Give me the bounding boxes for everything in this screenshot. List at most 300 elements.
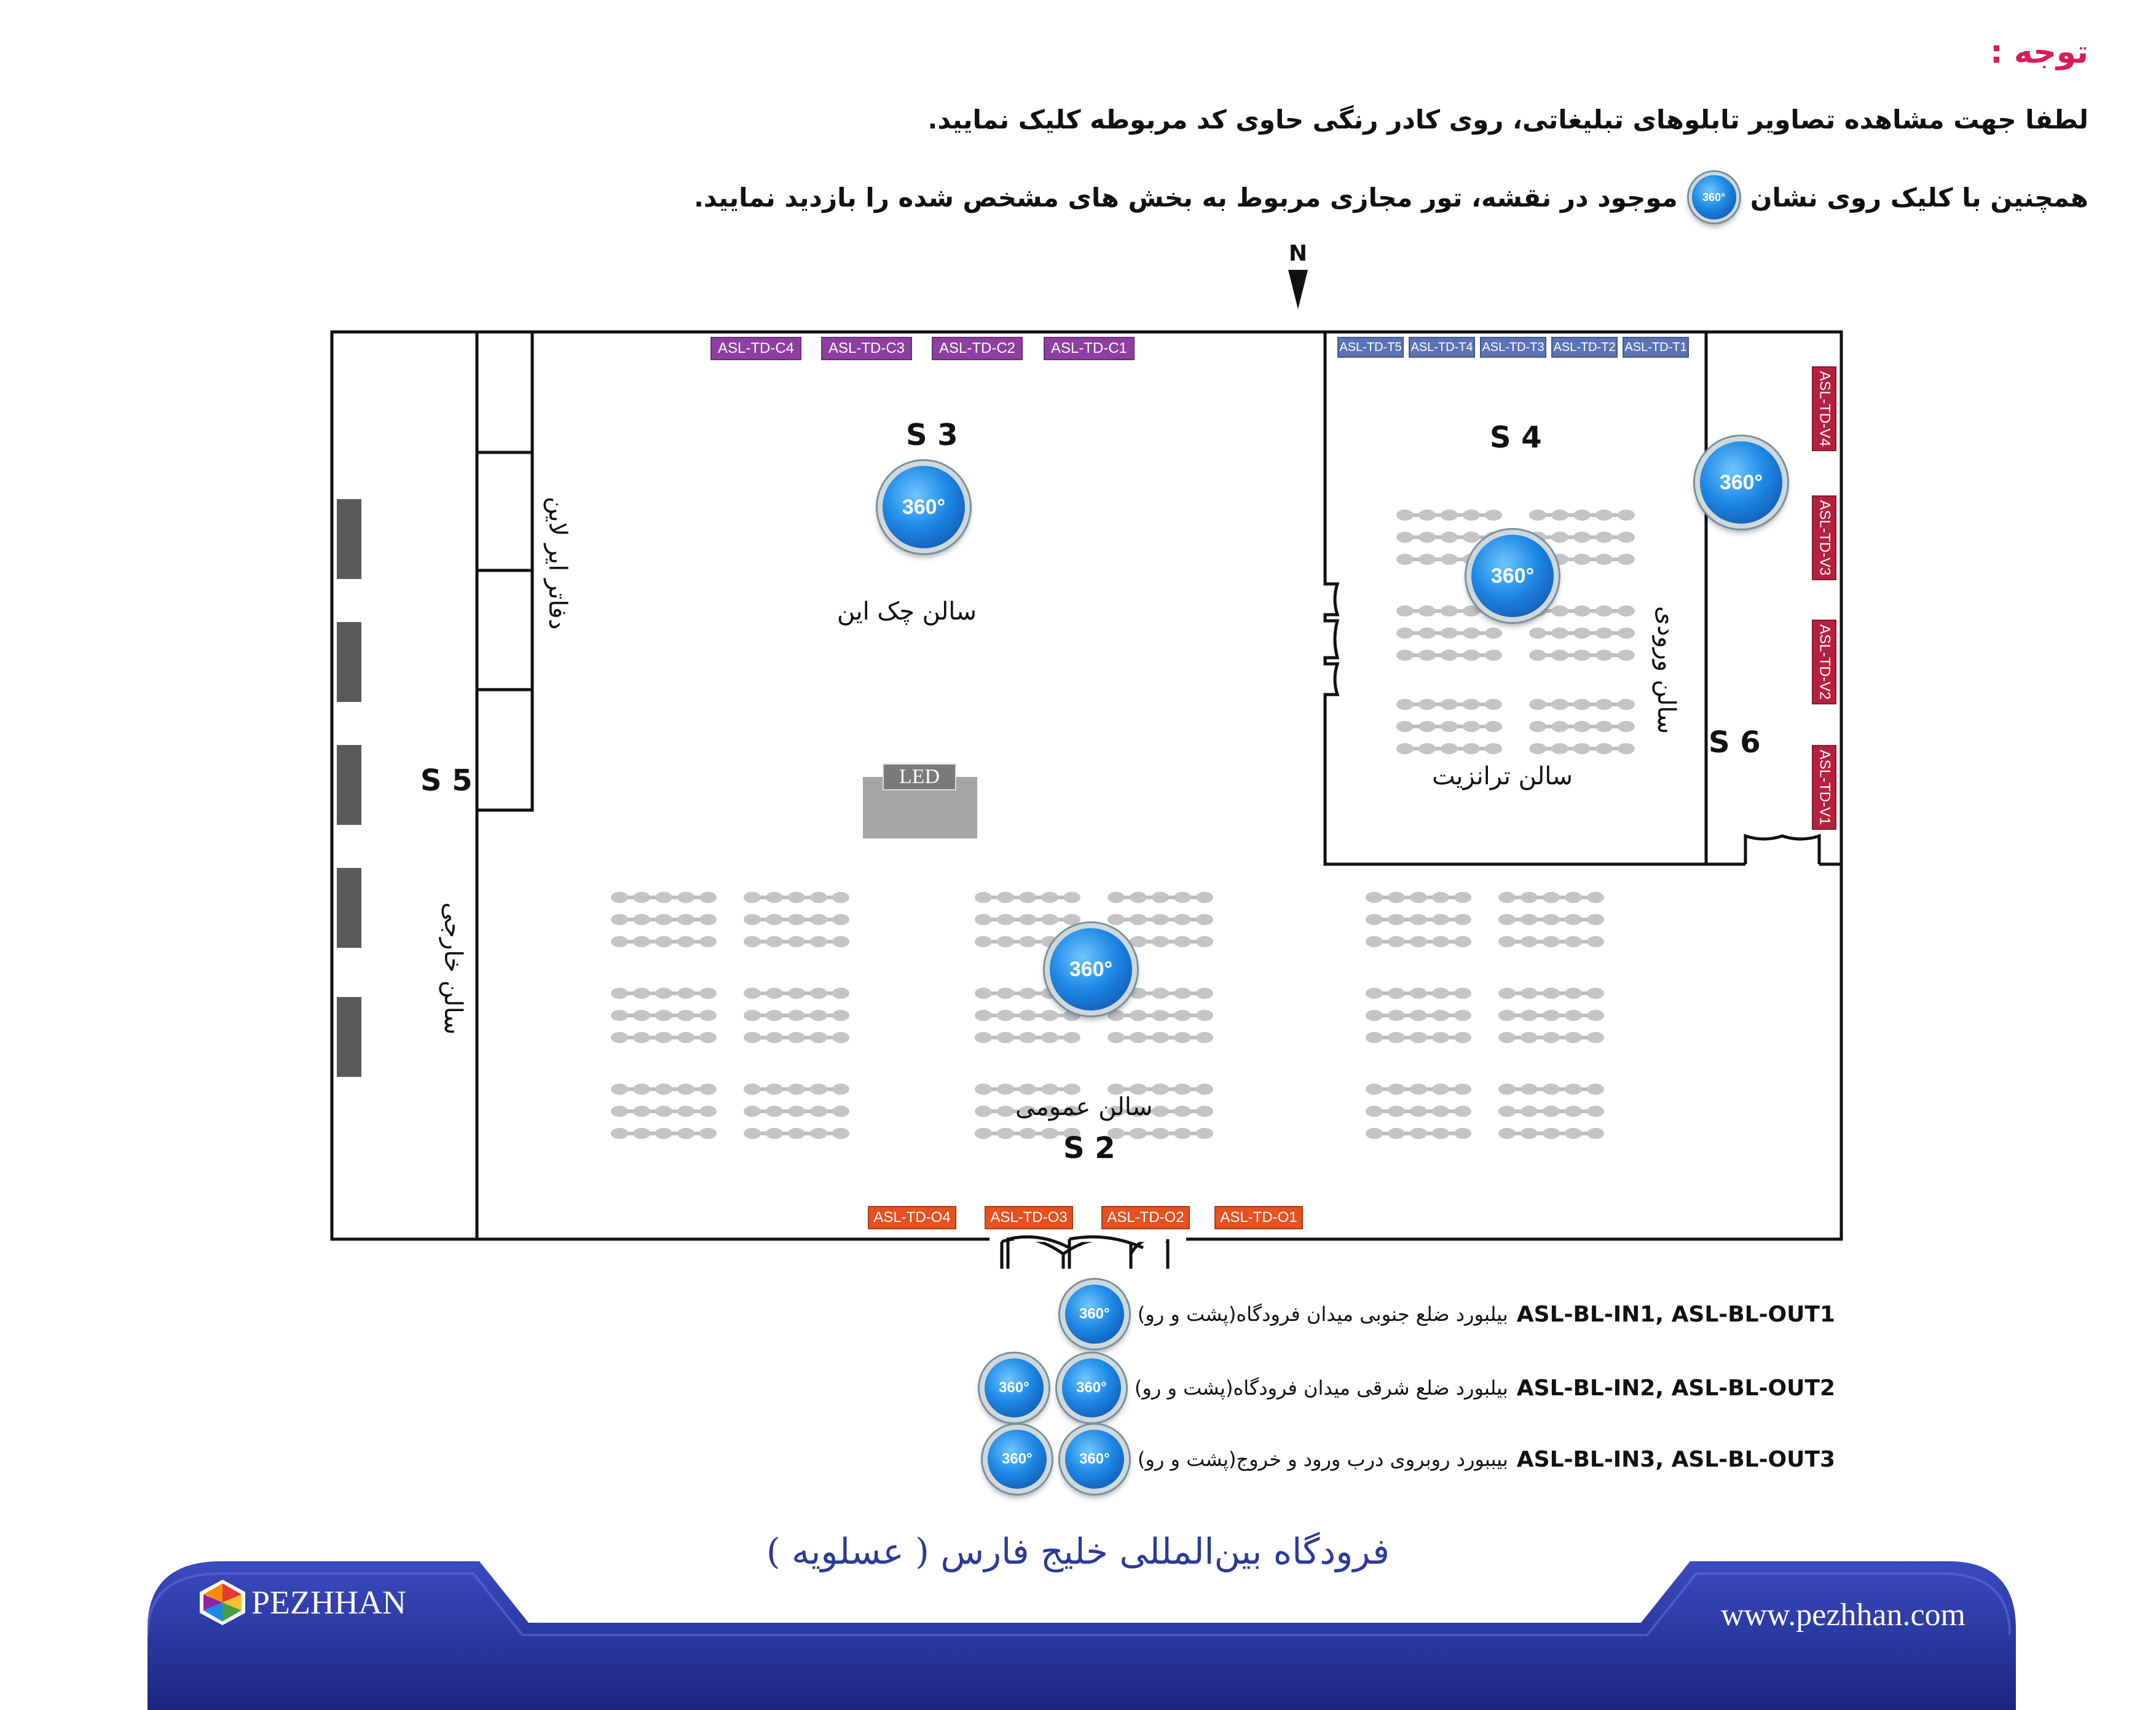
seat <box>1410 1106 1427 1117</box>
section-s4: S 4 <box>1490 420 1542 455</box>
seat <box>1573 554 1591 565</box>
360-icon-text: 360° <box>1079 1451 1110 1467</box>
seat <box>1463 743 1480 754</box>
tag-v3[interactable] <box>1812 495 1836 580</box>
seat <box>810 1128 827 1139</box>
seat <box>1587 1032 1604 1043</box>
seat <box>1587 988 1604 999</box>
seat <box>1587 892 1604 903</box>
section-s3: S 3 <box>906 418 958 452</box>
360-tour-billboard-3-out[interactable] <box>983 1425 1052 1494</box>
seat <box>611 892 628 903</box>
seat <box>655 1032 672 1043</box>
tag-t3[interactable]: ASL-TD-T3 <box>1480 337 1546 358</box>
seat <box>1454 1032 1471 1043</box>
360-icon-text: 360° <box>1490 564 1535 588</box>
seat <box>1410 892 1427 903</box>
billboard-code: ASL-BL-IN1, ASL-BL-OUT1 <box>1516 1301 1835 1327</box>
seat <box>677 1010 694 1021</box>
seat <box>677 1084 694 1095</box>
brand-name: PEZHHAN <box>251 1584 406 1621</box>
seat <box>1454 1010 1471 1021</box>
seat <box>997 914 1014 925</box>
seat <box>1551 699 1568 710</box>
seat <box>1573 628 1591 639</box>
tag-o4[interactable]: ASL-TD-O4 <box>868 1206 956 1229</box>
entrance-gate-symbol <box>1745 836 1819 864</box>
seat <box>1587 1106 1604 1117</box>
seat <box>832 1106 849 1117</box>
seat <box>1388 988 1405 999</box>
seat <box>1454 1084 1471 1095</box>
billboard-code: ASL-BL-IN2, ASL-BL-OUT2 <box>1516 1375 1835 1401</box>
seat <box>1454 988 1471 999</box>
seat <box>1485 510 1502 521</box>
seat <box>1396 650 1414 661</box>
seat <box>1410 1084 1427 1095</box>
360-icon-text: 360° <box>1702 191 1726 203</box>
outer-desk <box>337 997 361 1077</box>
seat <box>1432 914 1449 925</box>
seat <box>1565 1128 1582 1139</box>
seat <box>832 1128 849 1139</box>
tag-o1[interactable]: ASL-TD-O1 <box>1214 1206 1303 1229</box>
seat <box>1521 914 1538 925</box>
seat <box>1551 628 1568 639</box>
outer-desk <box>337 868 361 948</box>
seat <box>1498 1010 1516 1021</box>
tag-c3[interactable]: ASL-TD-C3 <box>821 337 912 360</box>
360-icon-text: 360° <box>1079 1306 1110 1322</box>
seat <box>1521 892 1538 903</box>
seat <box>997 1128 1014 1139</box>
seat <box>1174 988 1191 999</box>
seat <box>766 1128 783 1139</box>
notice-title: توجه : <box>1989 34 2088 71</box>
seat <box>975 914 992 925</box>
seat <box>1529 510 1546 521</box>
seat <box>1618 532 1635 543</box>
seat <box>633 1128 650 1139</box>
seat <box>1573 532 1591 543</box>
seat <box>1388 1084 1405 1095</box>
seat <box>1441 605 1458 617</box>
seat <box>766 1032 783 1043</box>
seat <box>1498 1032 1516 1043</box>
notice-line-1: لطفا جهت مشاهده تصاویر تابلوهای تبلیغاتی، روی کادر رنگی حاوی کد مربوطه کلیک نمایید. <box>927 104 2088 135</box>
seat <box>997 1032 1014 1043</box>
360-icon-text: 360° <box>1719 470 1763 494</box>
seat <box>1595 605 1613 617</box>
seat <box>1388 892 1405 903</box>
seat <box>655 892 672 903</box>
seat <box>1454 1106 1471 1117</box>
seat <box>1108 914 1125 925</box>
seat <box>832 892 849 903</box>
seat <box>611 936 628 947</box>
seat <box>699 892 717 903</box>
notice-line-2-end: موجود در نقشه، تور مجازی مربوط به بخش های مشخص شده را بازدید نمایید. <box>693 182 1678 213</box>
seat <box>1441 721 1458 732</box>
seat <box>1441 699 1458 710</box>
seat <box>1041 1010 1058 1021</box>
hall-checkin: سالن چک این <box>837 597 977 626</box>
tag-c4[interactable]: ASL-TD-C4 <box>710 337 801 360</box>
seat <box>1196 1128 1213 1139</box>
seat <box>975 1032 992 1043</box>
seat <box>1174 936 1191 947</box>
seat <box>766 892 783 903</box>
seat <box>1595 699 1613 710</box>
tag-t4[interactable]: ASL-TD-T4 <box>1409 337 1475 358</box>
seat <box>1418 628 1436 639</box>
tag-t2[interactable]: ASL-TD-T2 <box>1551 337 1618 358</box>
seat <box>699 1106 717 1117</box>
seat <box>677 892 694 903</box>
seat <box>810 1084 827 1095</box>
seat <box>1543 1084 1560 1095</box>
tag-v1-label: ASL-TD-V1 <box>1816 749 1833 825</box>
seat <box>1441 554 1458 565</box>
tag-t5[interactable]: ASL-TD-T5 <box>1337 337 1404 358</box>
pezhhan-logo-icon <box>200 1580 245 1625</box>
seat <box>744 1010 761 1021</box>
seat <box>832 1010 849 1021</box>
led-label: LED <box>883 763 956 790</box>
seat <box>1463 628 1480 639</box>
notice-line-2-start: همچنین با کلیک روی نشان <box>1750 182 2088 213</box>
transit-gate-symbol <box>1325 578 1337 707</box>
seat <box>788 892 805 903</box>
seat <box>1130 936 1147 947</box>
seat <box>1418 532 1436 543</box>
seat <box>1041 914 1058 925</box>
footer-logo[interactable] <box>200 1580 406 1625</box>
seat <box>1196 914 1213 925</box>
seat <box>655 1010 672 1021</box>
seat <box>788 1128 805 1139</box>
360-tour-transit[interactable] <box>1466 530 1559 622</box>
seat <box>1196 988 1213 999</box>
seat <box>788 1084 805 1095</box>
seat <box>1529 650 1546 661</box>
seat <box>1573 699 1591 710</box>
seat <box>1551 510 1568 521</box>
seat <box>810 1106 827 1117</box>
seat <box>611 1032 628 1043</box>
seat <box>1454 936 1471 947</box>
seat <box>1174 1010 1191 1021</box>
seat <box>1565 1084 1582 1095</box>
seat <box>1618 628 1635 639</box>
seat <box>832 1084 849 1095</box>
seat <box>611 914 628 925</box>
seat <box>766 988 783 999</box>
seat <box>975 936 992 947</box>
seat <box>1388 1128 1405 1139</box>
seat <box>975 988 992 999</box>
seat <box>1130 1032 1147 1043</box>
360-tour-entrance[interactable] <box>1695 436 1787 529</box>
seat <box>975 1106 992 1117</box>
360-tour-checkin[interactable] <box>878 461 970 553</box>
360-icon-text: 360° <box>999 1379 1029 1396</box>
seat <box>1366 1128 1383 1139</box>
seat <box>1454 892 1471 903</box>
seat <box>744 1032 761 1043</box>
seat <box>744 936 761 947</box>
seat <box>1152 1084 1169 1095</box>
360-icon-text: 360° <box>902 495 946 519</box>
seat <box>633 936 650 947</box>
seat <box>1432 1128 1449 1139</box>
seat <box>1521 1010 1538 1021</box>
360-icon-text: 360° <box>1069 957 1113 981</box>
hall-transit: سالن ترانزیت <box>1432 762 1573 790</box>
seat <box>744 914 761 925</box>
seat <box>1529 628 1546 639</box>
seat <box>997 1010 1014 1021</box>
seat <box>1410 936 1427 947</box>
seat <box>1551 743 1568 754</box>
airline-offices-label: دفاتر ایر لاین <box>543 497 572 630</box>
seat <box>1565 1032 1582 1043</box>
360-tour-general[interactable] <box>1045 923 1137 1015</box>
tag-v1[interactable] <box>1812 745 1836 830</box>
seat <box>1396 628 1414 639</box>
seat <box>1543 892 1560 903</box>
360-tour-billboard-2-out[interactable] <box>980 1353 1048 1422</box>
seat <box>810 914 827 925</box>
seat <box>788 988 805 999</box>
seat <box>633 914 650 925</box>
seat <box>1441 628 1458 639</box>
seat <box>1618 650 1635 661</box>
seat <box>1441 510 1458 521</box>
seat <box>1174 1128 1191 1139</box>
seat <box>1543 914 1560 925</box>
seat <box>611 988 628 999</box>
seat <box>1388 936 1405 947</box>
seat <box>1418 699 1436 710</box>
tag-c1[interactable]: ASL-TD-C1 <box>1044 337 1135 360</box>
seat <box>677 1128 694 1139</box>
seat <box>1565 1010 1582 1021</box>
seat <box>1551 721 1568 732</box>
seat <box>1152 936 1169 947</box>
seat <box>1573 605 1591 617</box>
seat <box>633 1010 650 1021</box>
seat <box>788 1106 805 1117</box>
seat <box>1463 510 1480 521</box>
seat <box>1565 1106 1582 1117</box>
seat <box>1432 892 1449 903</box>
seat <box>810 1010 827 1021</box>
hall-outer: سالن خارجی <box>439 902 467 1035</box>
360-icon-text: 360° <box>1002 1451 1033 1467</box>
seat <box>1551 650 1568 661</box>
seat <box>699 936 717 947</box>
seat <box>1410 988 1427 999</box>
seat <box>832 936 849 947</box>
seat <box>1485 650 1502 661</box>
seat <box>1498 1084 1516 1095</box>
seat <box>699 1084 717 1095</box>
seat <box>1432 1010 1449 1021</box>
seat <box>1418 650 1436 661</box>
seat <box>788 914 805 925</box>
seat <box>1019 1010 1036 1021</box>
tag-o2[interactable]: ASL-TD-O2 <box>1101 1206 1190 1229</box>
seat <box>677 914 694 925</box>
seat <box>1551 532 1568 543</box>
seat <box>1498 892 1516 903</box>
seat <box>1152 988 1169 999</box>
seat <box>1196 892 1213 903</box>
seat <box>633 892 650 903</box>
seat <box>788 1010 805 1021</box>
seat <box>975 1128 992 1139</box>
seat <box>1410 1032 1427 1043</box>
seat <box>1196 1010 1213 1021</box>
seat <box>1463 650 1480 661</box>
seat <box>611 1010 628 1021</box>
seat <box>1152 914 1169 925</box>
tag-v2[interactable] <box>1812 620 1836 704</box>
seat <box>1396 743 1414 754</box>
seat <box>1019 1032 1036 1043</box>
seat <box>1152 892 1169 903</box>
seat <box>1418 510 1436 521</box>
seat <box>677 1032 694 1043</box>
seat <box>1587 914 1604 925</box>
section-s6: S 6 <box>1709 725 1761 760</box>
seat <box>1019 1128 1036 1139</box>
seat <box>1019 988 1036 999</box>
seat <box>1543 1010 1560 1021</box>
seat <box>633 988 650 999</box>
seat <box>832 988 849 999</box>
seat <box>997 936 1014 947</box>
seat <box>997 892 1014 903</box>
seat <box>1108 892 1125 903</box>
seat <box>766 1010 783 1021</box>
seat <box>1130 892 1147 903</box>
seat <box>1454 1128 1471 1139</box>
seat <box>1618 510 1635 521</box>
tag-c2[interactable]: ASL-TD-C2 <box>932 337 1023 360</box>
seat <box>677 988 694 999</box>
seat <box>677 1106 694 1117</box>
seat <box>1366 936 1383 947</box>
seat <box>1498 988 1516 999</box>
seat <box>1388 914 1405 925</box>
seat <box>1174 1084 1191 1095</box>
billboard-description: بیلبورد ضلع جنوبی میدان فرودگاه(پشت و رو) <box>1137 1302 1508 1326</box>
seat <box>611 1106 628 1117</box>
seat <box>655 1128 672 1139</box>
seat <box>1463 532 1480 543</box>
seat <box>699 988 717 999</box>
seat <box>1618 721 1635 732</box>
seat <box>1485 628 1502 639</box>
tag-v2-label: ASL-TD-V2 <box>1816 624 1833 700</box>
section-s5: S 5 <box>420 763 473 798</box>
seat <box>1573 650 1591 661</box>
seat <box>1485 721 1502 732</box>
seat <box>633 1106 650 1117</box>
seat <box>699 1128 717 1139</box>
seat <box>1418 743 1436 754</box>
seat <box>1432 1106 1449 1117</box>
seat <box>655 936 672 947</box>
360-tour-billboard-1[interactable] <box>1060 1280 1129 1349</box>
seat <box>1498 1128 1516 1139</box>
seat <box>1152 1106 1169 1117</box>
seat <box>1521 1106 1538 1117</box>
seat <box>1573 510 1591 521</box>
seat <box>1543 1106 1560 1117</box>
seat <box>1595 510 1613 521</box>
tag-v4[interactable] <box>1812 366 1836 451</box>
seat <box>1396 699 1414 710</box>
seat <box>1587 1084 1604 1095</box>
section-s2: S 2 <box>1063 1131 1115 1165</box>
tag-t1[interactable]: ASL-TD-T1 <box>1623 337 1689 358</box>
360-tour-billboard-3-in[interactable] <box>1060 1425 1129 1494</box>
seat <box>975 1084 992 1095</box>
north-label: N <box>1288 241 1308 266</box>
website-link[interactable]: www.pezhhan.com <box>1720 1598 1965 1633</box>
seat <box>1595 743 1613 754</box>
360-tour-billboard-2-in[interactable] <box>1057 1353 1126 1422</box>
seat <box>1196 1032 1213 1043</box>
seat <box>997 988 1014 999</box>
seat <box>1441 532 1458 543</box>
seat <box>832 914 849 925</box>
seat <box>1529 699 1546 710</box>
seat <box>1587 1128 1604 1139</box>
seat <box>699 1032 717 1043</box>
seat <box>1063 1032 1080 1043</box>
seat <box>699 1010 717 1021</box>
seat <box>1463 605 1480 617</box>
seat <box>1565 892 1582 903</box>
billboard-row-2 <box>980 1353 1835 1422</box>
seat <box>1595 650 1613 661</box>
tag-o3[interactable]: ASL-TD-O3 <box>985 1206 1073 1229</box>
seat <box>1108 1010 1125 1021</box>
seat <box>1521 1084 1538 1095</box>
seat <box>1366 914 1383 925</box>
seat <box>1521 936 1538 947</box>
billboard-row-3 <box>983 1425 1835 1494</box>
seat <box>1019 936 1036 947</box>
hall-general: سالن عمومی <box>1015 1093 1153 1121</box>
seat <box>832 1032 849 1043</box>
seat <box>1618 605 1635 617</box>
seat <box>699 914 717 925</box>
seat <box>1366 892 1383 903</box>
seat <box>1595 554 1613 565</box>
seat <box>1063 892 1080 903</box>
seat <box>1543 988 1560 999</box>
seat <box>1196 1106 1213 1117</box>
billboard-code: ASL-BL-IN3, ASL-BL-OUT3 <box>1516 1446 1835 1472</box>
seat <box>1565 914 1582 925</box>
seat <box>1498 914 1516 925</box>
seat <box>1396 532 1414 543</box>
